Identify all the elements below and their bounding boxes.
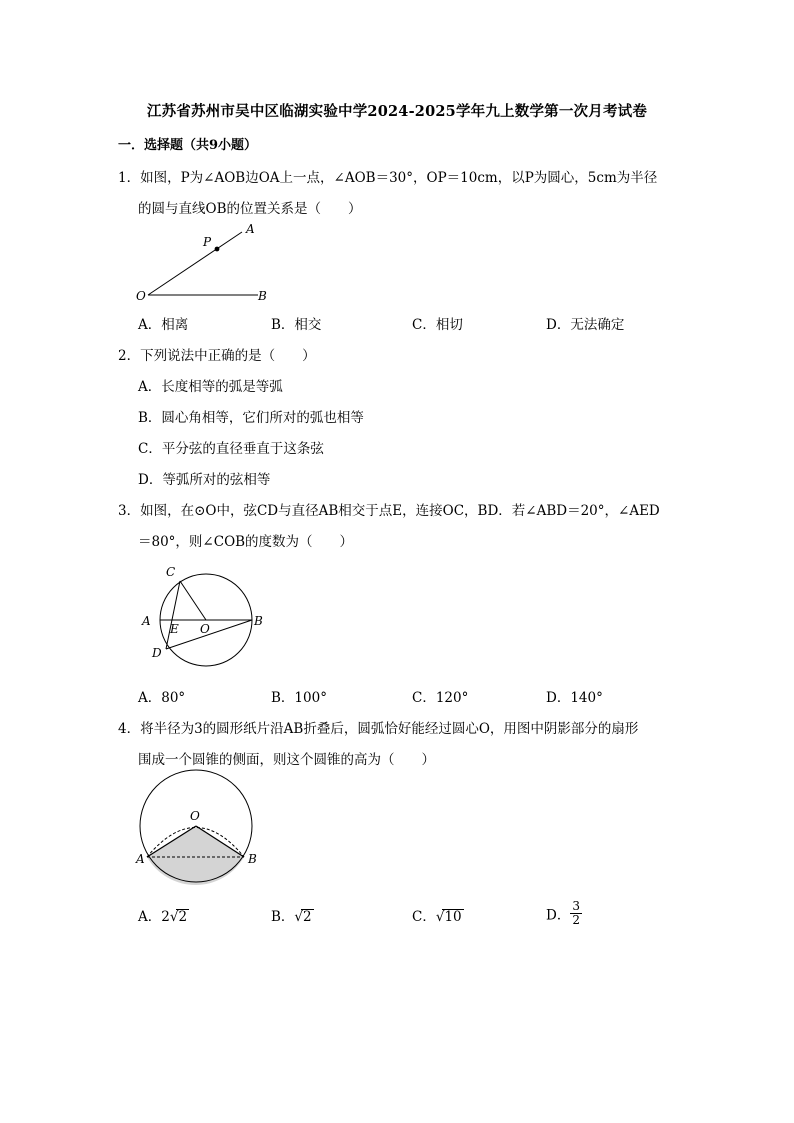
q3-option-d: D．140° [546, 690, 603, 706]
q4-option-d-fraction [570, 900, 582, 927]
q1-option-c: C．相切 [412, 317, 463, 333]
q1-label-b: B [258, 289, 267, 303]
q1-option-d: D．无法确定 [546, 317, 625, 333]
q4-option-d-prefix: D． [546, 907, 571, 924]
q4-option-a [138, 905, 189, 925]
q4-option-b-radicand: 2 [303, 909, 312, 925]
q2-stem: 2．下列说法中正确的是（ ） [118, 348, 316, 364]
q4-figure [132, 772, 272, 890]
q2-option-d: D．等弧所对的弦相等 [138, 472, 271, 488]
q4-stem-line2: 围成一个圆锥的侧面，则这个圆锥的高为（ ） [138, 752, 435, 768]
q1-stem-line2: 的圆与直线OB的位置关系是（ ） [138, 201, 362, 217]
q3-segment-oc [180, 581, 206, 620]
q3-label-e: E [170, 622, 179, 636]
q3-label-o: O [200, 622, 210, 636]
q4-option-d-denominator: 2 [572, 913, 580, 927]
q4-option-a-coef: 2 [161, 909, 170, 925]
q1-label-a: A [246, 222, 255, 236]
q1-figure [130, 220, 280, 306]
q4-option-c [412, 905, 464, 925]
q1-ray-oa [148, 232, 242, 295]
q2-option-b: B．圆心角相等，它们所对的弧也相等 [138, 410, 364, 426]
q4-option-c-radicand: 10 [444, 909, 462, 925]
q3-label-a: A [142, 614, 151, 628]
sqrt-icon: √ [435, 909, 445, 925]
q1-option-b: B．相交 [271, 317, 322, 333]
q1-label-o: O [136, 289, 146, 303]
q3-stem-line1: 3．如图，在⊙O中，弦CD与直径AB相交于点E，连接OC，BD．若∠ABD＝20°，∠AED [118, 503, 660, 519]
q1-point-p [215, 247, 220, 252]
q4-option-b-prefix: B． [271, 909, 295, 925]
q3-chord-cd [166, 581, 180, 649]
q4-option-d [546, 900, 582, 927]
q3-stem-line2: ＝80°，则∠COB的度数为（ ） [138, 534, 354, 550]
q3-option-a: A．80° [138, 690, 186, 706]
q4-label-a: A [136, 852, 145, 866]
q1-label-p: P [203, 235, 212, 249]
sqrt-icon: √ [294, 909, 304, 925]
q4-option-d-numerator: 3 [572, 899, 580, 913]
q3-figure [136, 560, 266, 672]
q4-stem-line1: 4．将半径为3的圆形纸片沿AB折叠后，圆弧恰好能经过圆心O，用图中阴影部分的扇形 [118, 721, 639, 737]
q4-option-c-prefix: C． [412, 909, 436, 925]
q4-option-a-radicand: 2 [178, 909, 188, 925]
sqrt-icon: √ [169, 909, 179, 925]
q3-label-b: B [254, 614, 263, 628]
q3-option-b: B．100° [271, 690, 327, 706]
q3-option-c: C．120° [412, 690, 469, 706]
q4-shaded-sector [147, 826, 244, 885]
q1-stem-line1: 1．如图，P为∠AOB边OA上一点，∠AOB＝30°，OP＝10cm，以P为圆心，5cm为半径 [118, 170, 658, 186]
q3-label-c: C [166, 565, 176, 579]
q2-option-a: A．长度相等的弧是等弧 [138, 379, 283, 395]
q4-label-o: O [190, 809, 200, 823]
q4-option-b [271, 905, 314, 925]
q2-option-c: C．平分弦的直径垂直于这条弦 [138, 441, 324, 457]
q4-label-b: B [248, 852, 257, 866]
q3-label-d: D [152, 646, 162, 660]
q1-option-a: A．相离 [138, 317, 189, 333]
q4-option-a-prefix: A． [138, 909, 162, 925]
section-heading: 一．选择题（共9小题） [118, 138, 258, 153]
page-title: 江苏省苏州市吴中区临湖实验中学2024-2025学年九上数学第一次月考试卷 [146, 103, 648, 120]
